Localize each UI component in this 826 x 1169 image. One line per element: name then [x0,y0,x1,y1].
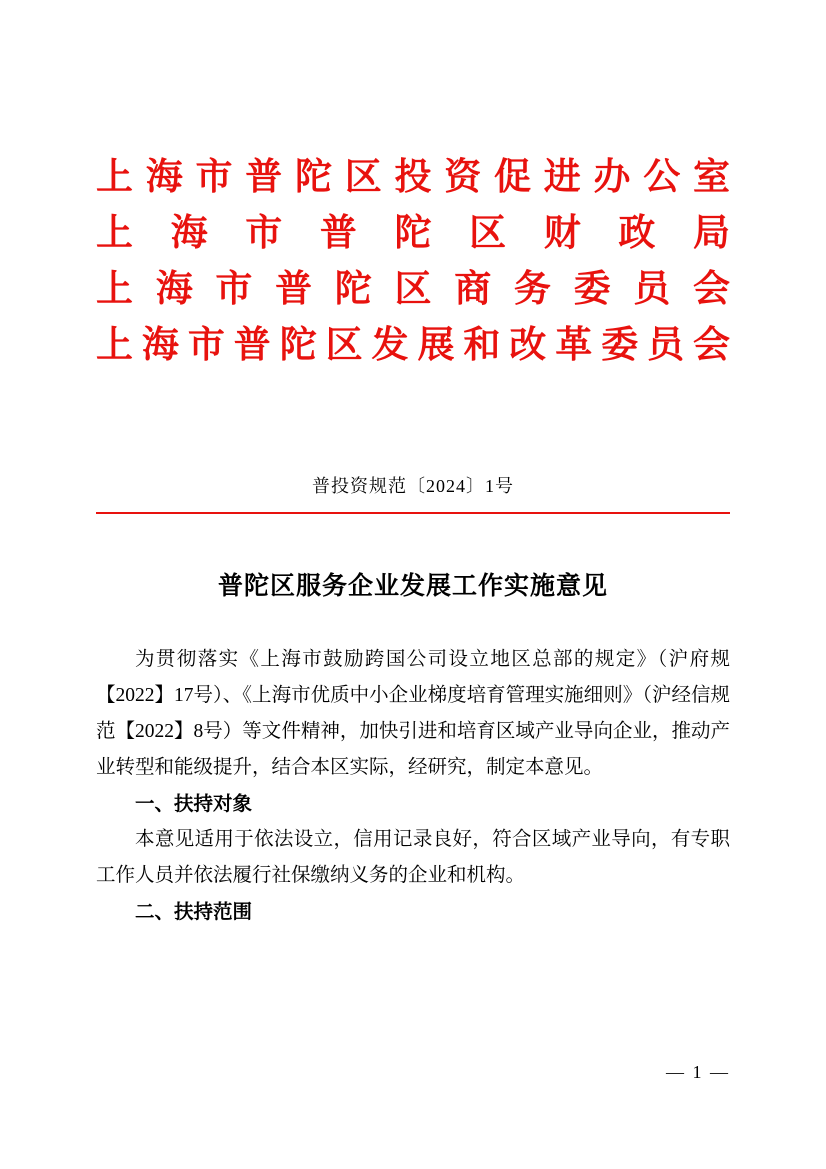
masthead-line-3: 上海市普陀区商务委员会 [96,269,730,310]
masthead-line-2: 上海市普陀区财政局 [96,213,730,254]
masthead-line-1: 上海市普陀区投资促进办公室 [96,157,730,198]
masthead [96,0,730,374]
section-heading-2: 二、扶持范围 [135,901,253,923]
red-divider-rule [96,512,730,514]
document-body [96,642,730,930]
page-number: — 1 — [666,1062,730,1082]
section-1-paragraph: 本意见适用于依法设立，信用记录良好，符合区域产业导向，有专职工作人员并依法履行社保缴纳义务的企业和机构。 [96,829,730,886]
body-paragraph-1: 为贯彻落实《上海市鼓励跨国公司设立地区总部的规定》（沪府规【2022】17号）、《上海市优质中小企业梯度培育管理实施细则》（沪经信规范【2022】8号）等文件精神，加快引进和培育区域产业导向企业，推动产业转型和能级提升，结合本区实际，经研究，制定本意见。 [96,649,730,778]
masthead-line-4: 上海市普陀区发展和改革委员会 [96,325,730,366]
section-heading-1: 一、扶持对象 [135,793,253,815]
document-number: 普投资规范〔2024〕1号 [312,476,514,496]
page-title: 普陀区服务企业发展工作实施意见 [217,572,608,600]
